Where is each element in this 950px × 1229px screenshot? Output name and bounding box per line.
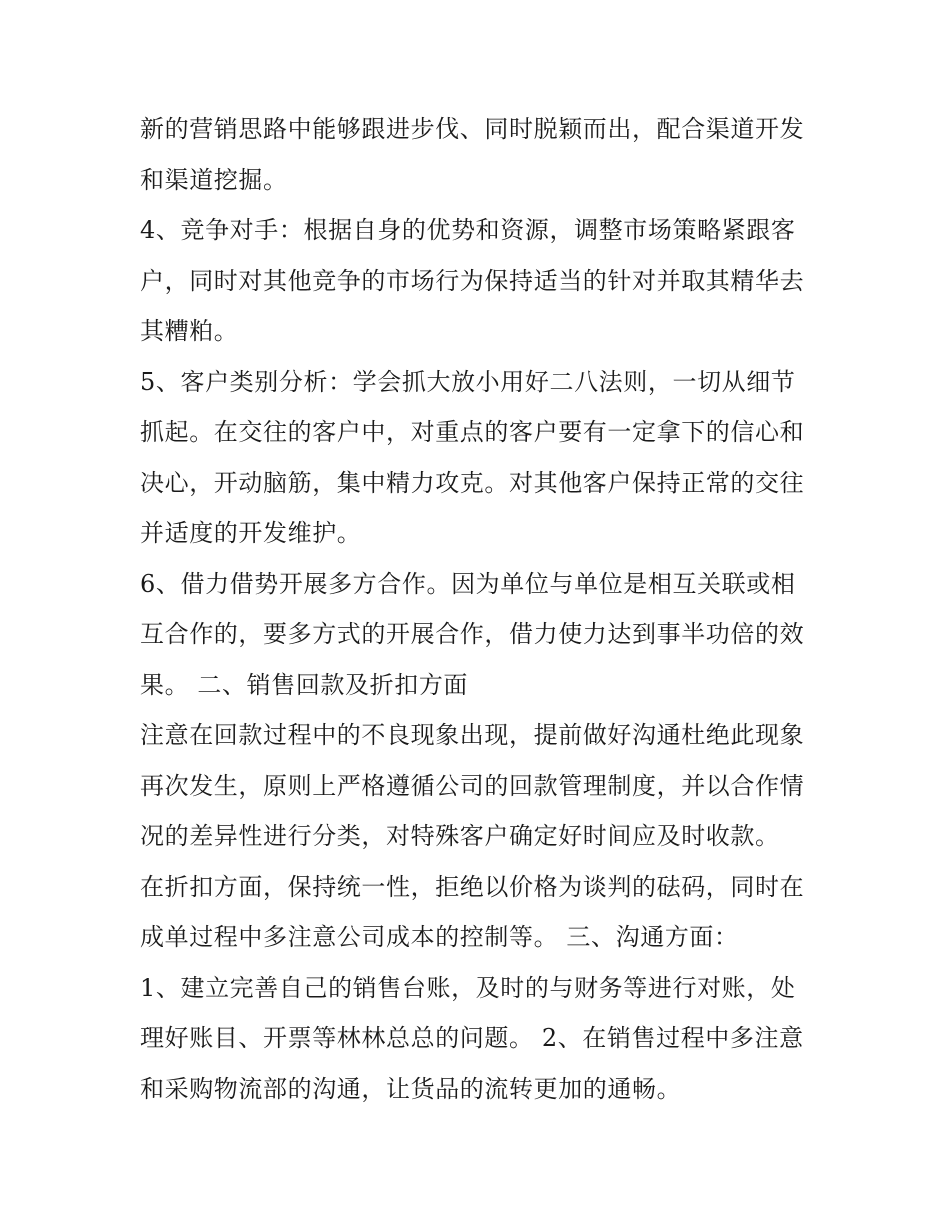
text-line: 在折扣方面，保持统一性，拒绝以价格为谈判的砝码，同时在 (140, 872, 805, 901)
document-body (140, 104, 820, 1114)
text-line: 互合作的，要多方式的开展合作，借力使力达到事半功倍的效 (140, 620, 805, 648)
text-line: 户，同时对其他竞争的市场行为保持适当的针对并取其精华去 (140, 266, 805, 295)
text-line: 和渠道挖掘。 (140, 165, 288, 194)
text-line: 4、竞争对手：根据自身的优势和资源，调整市场策略紧跟客 (140, 216, 796, 244)
text-line: 果。 二、销售回款及折扣方面 (140, 670, 469, 699)
text-line: 理好账目、开票等林林总总的问题。 2、在销售过程中多注意 (140, 1024, 804, 1052)
text-line: 决心，开动脑筋，集中精力攻克。对其他客户保持正常的交往 (140, 468, 805, 497)
text-line: 再次发生，原则上严格遵循公司的回款管理制度，并以合作情 (140, 771, 805, 800)
text-line: 新的营销思路中能够跟进步伐、同时脱颖而出，配合渠道开发 (140, 115, 805, 143)
text-line: 5、客户类别分析：学会抓大放小用好二八法则，一切从细节 (140, 367, 796, 396)
text-line: 况的差异性进行分类，对特殊客户确定好时间应及时收款。 (140, 822, 780, 850)
text-line: 并适度的开发维护。 (140, 519, 362, 547)
text-line: 1、建立完善自己的销售台账，及时的与财务等进行对账，处 (140, 973, 796, 1002)
text-line: 和采购物流部的沟通，让货品的流转更加的通畅。 (140, 1074, 682, 1103)
text-line: 注意在回款过程中的不良现象出现，提前做好沟通杜绝此现象 (140, 721, 805, 749)
text-line: 其糟粕。 (140, 317, 239, 345)
text-line: 抓起。在交往的客户中，对重点的客户要有一定拿下的信心和 (140, 418, 805, 446)
text-line: 成单过程中多注意公司成本的控制等。 三、沟通方面： (140, 923, 739, 951)
text-line: 6、借力借势开展多方合作。因为单位与单位是相互关联或相 (140, 569, 796, 598)
